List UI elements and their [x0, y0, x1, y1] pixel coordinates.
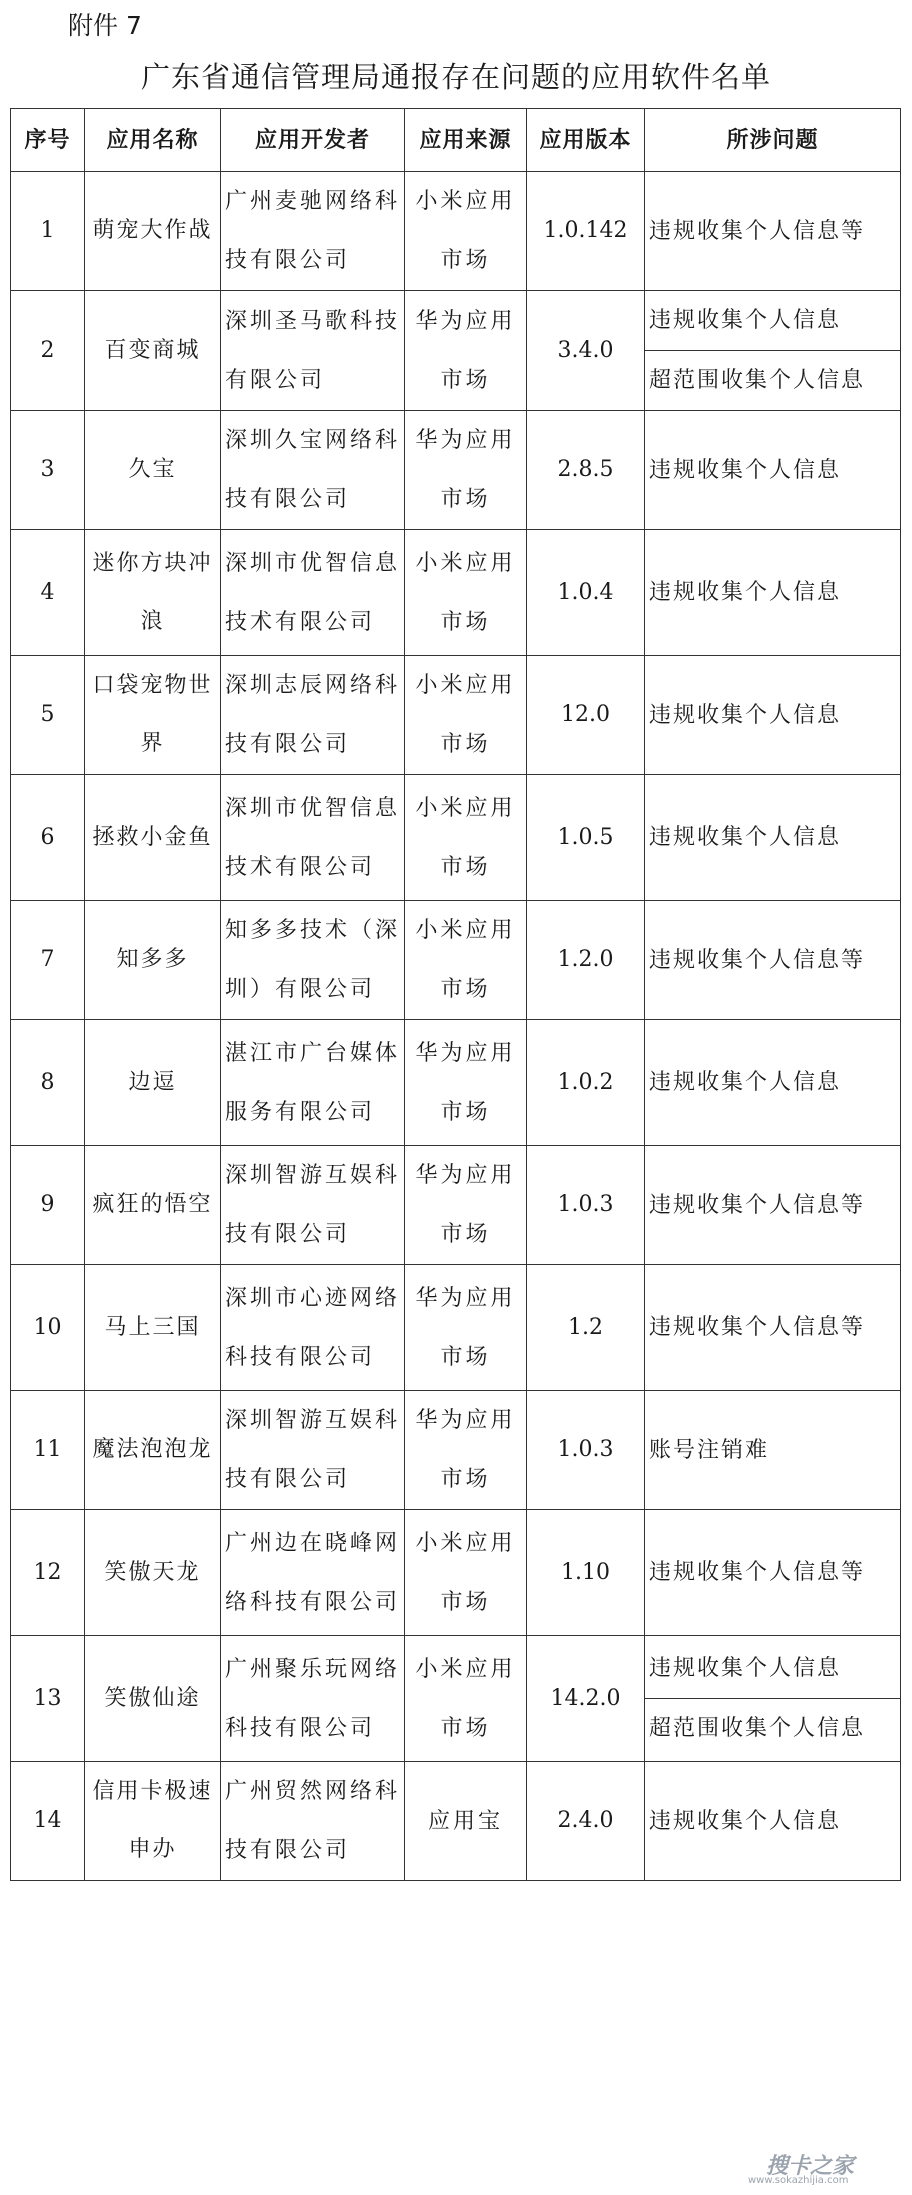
header-issues: 所涉问题	[645, 109, 901, 172]
cell-version: 1.0.5	[527, 775, 645, 901]
cell-source: 应用宝	[405, 1762, 527, 1881]
cell-version: 1.0.4	[527, 530, 645, 656]
table-row	[11, 530, 901, 656]
cell-version: 1.2	[527, 1265, 645, 1391]
table-row	[11, 1510, 901, 1636]
issue-text: 违规收集个人信息等	[649, 1560, 866, 1585]
table-row	[11, 172, 901, 291]
table-row	[11, 1146, 901, 1265]
table-row	[11, 1265, 901, 1391]
cell-app-name: 魔法泡泡龙	[85, 1391, 221, 1510]
issue-text: 账号注销难	[649, 1437, 770, 1463]
cell-no: 13	[11, 1636, 85, 1762]
cell-source: 小米应用市场	[405, 1636, 527, 1762]
header-developer: 应用开发者	[221, 109, 405, 172]
table-row	[11, 775, 901, 901]
cell-issues	[645, 1510, 901, 1636]
cell-app-name: 久宝	[85, 411, 221, 530]
cell-version: 2.4.0	[527, 1762, 645, 1881]
cell-no: 3	[11, 411, 85, 530]
cell-no: 14	[11, 1762, 85, 1881]
cell-issues	[645, 1391, 901, 1510]
cell-developer: 广州麦驰网络科技有限公司	[221, 172, 405, 291]
cell-app-name: 信用卡极速申办	[85, 1762, 221, 1881]
cell-source: 小米应用市场	[405, 656, 527, 775]
cell-developer: 深圳久宝网络科技有限公司	[221, 411, 405, 530]
cell-version: 3.4.0	[527, 291, 645, 411]
table-row	[11, 1762, 901, 1881]
cell-source: 华为应用市场	[405, 1020, 527, 1146]
cell-no: 6	[11, 775, 85, 901]
issue-text: 违规收集个人信息	[649, 1070, 842, 1095]
cell-developer: 深圳智游互娱科技有限公司	[221, 1391, 405, 1510]
issue-text: 违规收集个人信息	[649, 580, 842, 605]
cell-app-name: 疯狂的悟空	[85, 1146, 221, 1265]
app-list-table	[10, 108, 901, 1881]
cell-issues	[645, 1265, 901, 1391]
cell-no: 4	[11, 530, 85, 656]
cell-issues	[645, 1146, 901, 1265]
watermark	[748, 2149, 898, 2189]
cell-no: 11	[11, 1391, 85, 1510]
cell-no: 1	[11, 172, 85, 291]
issue-text: 违规收集个人信息	[649, 1656, 842, 1681]
cell-source: 华为应用市场	[405, 1265, 527, 1391]
cell-no: 10	[11, 1265, 85, 1391]
cell-issues	[645, 656, 901, 775]
cell-version: 1.0.2	[527, 1020, 645, 1146]
header-app-name: 应用名称	[85, 109, 221, 172]
cell-issues	[645, 530, 901, 656]
table-header-row	[11, 109, 901, 172]
document-title: 广东省通信管理局通报存在问题的应用软件名单	[140, 60, 771, 94]
cell-developer: 深圳市优智信息技术有限公司	[221, 530, 405, 656]
header-version: 应用版本	[527, 109, 645, 172]
issue-text: 违规收集个人信息	[649, 1808, 842, 1834]
cell-version: 2.8.5	[527, 411, 645, 530]
header-no: 序号	[11, 109, 85, 172]
cell-version: 12.0	[527, 656, 645, 775]
cell-app-name: 笑傲天龙	[85, 1510, 221, 1636]
cell-developer: 广州贸然网络科技有限公司	[221, 1762, 405, 1881]
cell-app-name: 百变商城	[85, 291, 221, 411]
cell-version: 1.0.3	[527, 1391, 645, 1510]
issue-text: 违规收集个人信息等	[649, 947, 866, 973]
cell-developer: 知多多技术（深圳）有限公司	[221, 901, 405, 1020]
cell-version: 14.2.0	[527, 1636, 645, 1762]
cell-issues	[645, 775, 901, 901]
cell-source: 华为应用市场	[405, 1391, 527, 1510]
cell-no: 8	[11, 1020, 85, 1146]
table-body	[11, 172, 901, 1881]
issue-text: 超范围收集个人信息	[645, 1698, 900, 1758]
cell-no: 9	[11, 1146, 85, 1265]
cell-issues	[645, 1636, 901, 1762]
cell-no: 12	[11, 1510, 85, 1636]
cell-issues	[645, 291, 901, 411]
issue-text: 违规收集个人信息	[649, 702, 842, 728]
cell-issues	[645, 411, 901, 530]
cell-developer: 深圳圣马歌科技有限公司	[221, 291, 405, 411]
issue-text: 违规收集个人信息	[649, 457, 842, 483]
cell-app-name: 边逗	[85, 1020, 221, 1146]
table-row	[11, 1391, 901, 1510]
cell-no: 7	[11, 901, 85, 1020]
watermark-url: www.sokazhijia.com	[748, 2175, 849, 2186]
cell-version: 1.2.0	[527, 901, 645, 1020]
cell-no: 2	[11, 291, 85, 411]
cell-source: 小米应用市场	[405, 775, 527, 901]
table-row	[11, 411, 901, 530]
cell-app-name: 口袋宠物世界	[85, 656, 221, 775]
cell-source: 小米应用市场	[405, 901, 527, 1020]
cell-issues	[645, 172, 901, 291]
cell-source: 华为应用市场	[405, 411, 527, 530]
cell-developer: 湛江市广台媒体服务有限公司	[221, 1020, 405, 1146]
issue-text: 违规收集个人信息	[649, 308, 842, 333]
cell-version: 1.10	[527, 1510, 645, 1636]
cell-developer: 广州边在晓峰网络科技有限公司	[221, 1510, 405, 1636]
table-row	[11, 291, 901, 411]
table-row	[11, 901, 901, 1020]
watermark-logo: 搜卡之家	[766, 2154, 855, 2179]
cell-app-name: 迷你方块冲浪	[85, 530, 221, 656]
cell-developer: 深圳市心迹网络科技有限公司	[221, 1265, 405, 1391]
cell-developer: 深圳智游互娱科技有限公司	[221, 1146, 405, 1265]
cell-source: 小米应用市场	[405, 530, 527, 656]
issue-text: 违规收集个人信息等	[649, 218, 866, 244]
cell-developer: 深圳市优智信息技术有限公司	[221, 775, 405, 901]
cell-source: 小米应用市场	[405, 172, 527, 291]
issue-text: 违规收集个人信息	[649, 825, 842, 850]
table-row	[11, 1636, 901, 1762]
table-row	[11, 656, 901, 775]
cell-issues	[645, 1020, 901, 1146]
cell-issues	[645, 901, 901, 1020]
cell-app-name: 马上三国	[85, 1265, 221, 1391]
cell-app-name: 拯救小金鱼	[85, 775, 221, 901]
cell-source: 小米应用市场	[405, 1510, 527, 1636]
cell-source: 华为应用市场	[405, 291, 527, 411]
cell-app-name: 知多多	[85, 901, 221, 1020]
issue-text: 违规收集个人信息等	[649, 1315, 866, 1340]
cell-app-name: 笑傲仙途	[85, 1636, 221, 1762]
cell-developer: 广州聚乐玩网络科技有限公司	[221, 1636, 405, 1762]
cell-no: 5	[11, 656, 85, 775]
table-row	[11, 1020, 901, 1146]
cell-issues	[645, 1762, 901, 1881]
header-source: 应用来源	[405, 109, 527, 172]
cell-source: 华为应用市场	[405, 1146, 527, 1265]
cell-developer: 深圳志辰网络科技有限公司	[221, 656, 405, 775]
issue-text: 超范围收集个人信息	[645, 350, 900, 410]
cell-app-name: 萌宠大作战	[85, 172, 221, 291]
cell-version: 1.0.142	[527, 172, 645, 291]
issue-text: 违规收集个人信息等	[649, 1192, 866, 1218]
cell-version: 1.0.3	[527, 1146, 645, 1265]
attachment-label: 附件 7	[68, 11, 142, 40]
